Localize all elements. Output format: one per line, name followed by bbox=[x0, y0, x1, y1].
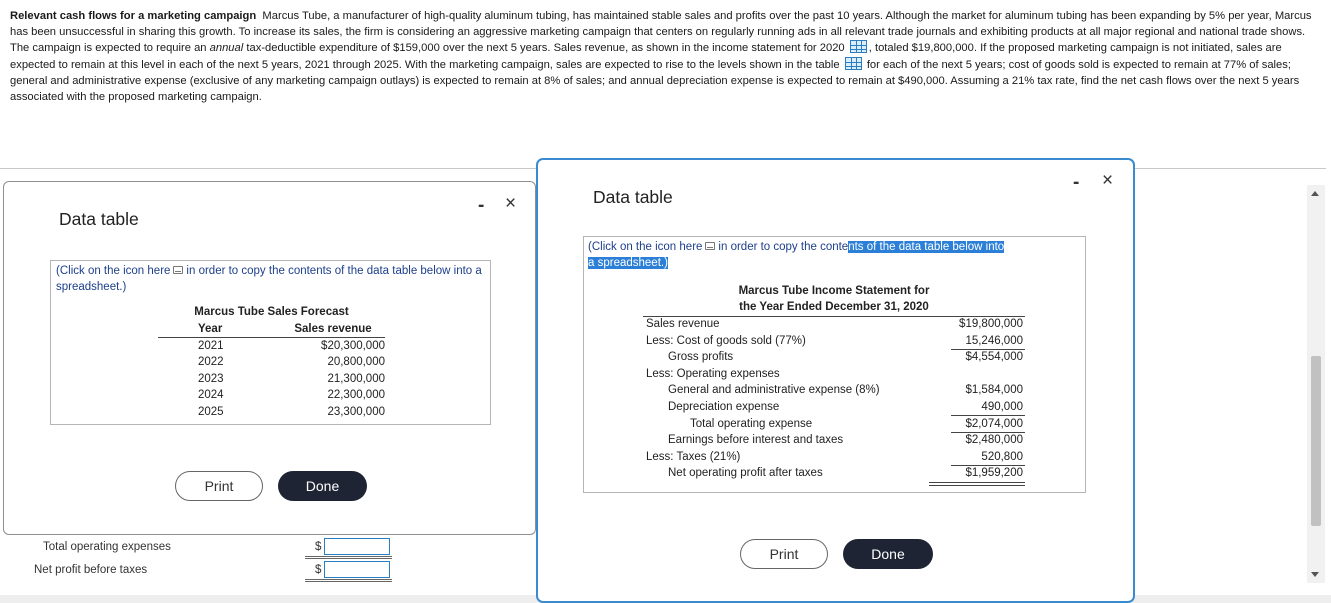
copy-instruction-mid: in order to copy the conte bbox=[718, 241, 849, 253]
sales-cell: 21,300,000 bbox=[327, 372, 385, 385]
subtotal-rule bbox=[951, 465, 1025, 466]
income-row-value: 520,800 bbox=[981, 451, 1023, 463]
close-button[interactable]: × bbox=[505, 193, 517, 214]
forecast-caption: Marcus Tube Sales Forecast bbox=[194, 306, 349, 318]
income-row-label: Earnings before interest and taxes bbox=[668, 434, 844, 446]
net-profit-before-taxes-input[interactable] bbox=[324, 561, 390, 578]
sales-forecast-table bbox=[158, 306, 385, 420]
total-operating-expenses-input[interactable] bbox=[324, 538, 390, 555]
income-row-label: Sales revenue bbox=[646, 318, 720, 330]
problem-text-4: for each of the next 5 years; cost of goods sold is expected to remain at 77% of sales; general and administrative expense (exclusive of any marketing campaign outlays) is expected to remain at 8% of sales; and annual depreciation expense is expected to remain at $490,000. Assuming a 21% tax rate, find the net cash flows over the next 5 years associated with the proposed marketing campaign. bbox=[10, 58, 1300, 104]
data-table-box bbox=[583, 236, 1086, 493]
table-row bbox=[158, 354, 385, 370]
copy-instruction bbox=[56, 264, 486, 295]
dialog-title: Data table bbox=[59, 209, 139, 229]
net-profit-before-taxes-label: Net profit before taxes bbox=[34, 564, 148, 576]
copy-instruction-pre: (Click on the icon here bbox=[56, 265, 171, 277]
income-statement-table bbox=[584, 237, 1085, 492]
problem-text-2: tax-deductible expenditure of $159,000 over the next 5 years. Sales revenue, as shown in the income statement for 2020 bbox=[243, 42, 848, 55]
problem-statement bbox=[10, 8, 1322, 105]
income-table-icon[interactable] bbox=[850, 40, 867, 53]
close-button[interactable]: × bbox=[1102, 170, 1114, 191]
year-cell: 2022 bbox=[198, 356, 224, 369]
income-row-value: $1,959,200 bbox=[965, 467, 1023, 479]
double-rule-bottom bbox=[929, 485, 1025, 486]
year-cell: 2023 bbox=[198, 372, 224, 385]
income-row-label: Less: Operating expenses bbox=[646, 368, 780, 380]
copy-instruction-highlight-2: a spreadsheet.) bbox=[588, 256, 668, 269]
income-row-value: $2,480,000 bbox=[965, 434, 1023, 446]
print-button[interactable]: Print bbox=[740, 539, 828, 569]
problem-text-3: , totaled $19,800,000. If the proposed marketing campaign is not initiated, sales are expected to remain at this level in each of the next 5 years, 2021 through 2025. With the marketing campaign, sales are expected to rise to the levels shown in the table bbox=[10, 42, 1282, 71]
net-profit-before-taxes-currency: $ bbox=[315, 564, 322, 576]
done-button[interactable]: Done bbox=[843, 539, 933, 569]
sales-cell: $20,300,000 bbox=[321, 340, 385, 352]
year-header: Year bbox=[158, 323, 263, 338]
income-row-label: Gross profits bbox=[668, 351, 734, 363]
done-button[interactable]: Done bbox=[278, 471, 367, 501]
problem-text-1: Marcus Tube, a manufacturer of high-quality aluminum tubing, has maintained stable sales and profits over the past 10 years. Although the market for aluminum tubing has been expanding by 5% per year, Marcus has been unsuccessful in sharing this growth. To increase its sales, the firm is considering an aggressive marketing campaign that centers on regularly running ads in all relevant trade journals and exhibiting products at all major regional and national trade shows. The campaign is expected to require an bbox=[10, 10, 1312, 55]
subtotal-rule bbox=[951, 349, 1025, 350]
income-row-label: Net operating profit after taxes bbox=[668, 467, 823, 479]
income-row-label: Less: Cost of goods sold (77%) bbox=[646, 335, 806, 347]
table-row bbox=[158, 404, 385, 420]
year-cell: 2025 bbox=[198, 405, 224, 418]
problem-annual: annual bbox=[209, 42, 244, 55]
income-caption-1: Marcus Tube Income Statement for bbox=[738, 285, 930, 297]
scroll-thumb[interactable] bbox=[1311, 356, 1321, 526]
year-cell: 2021 bbox=[198, 340, 224, 352]
print-button[interactable]: Print bbox=[175, 471, 263, 501]
scroll-down-icon[interactable] bbox=[1311, 572, 1319, 577]
problem-title: Relevant cash flows for a marketing campaign bbox=[10, 10, 257, 22]
income-row-value: 490,000 bbox=[981, 401, 1023, 413]
income-row-value: $4,554,000 bbox=[965, 351, 1023, 363]
income-row-value: $2,074,000 bbox=[965, 418, 1023, 430]
total-operating-expenses-label: Total operating expenses bbox=[43, 541, 171, 553]
minimize-button[interactable]: - bbox=[1073, 172, 1080, 193]
copy-instruction-pre: (Click on the icon here bbox=[588, 241, 703, 253]
double-rule-top bbox=[929, 482, 1025, 483]
sales-cell: 20,800,000 bbox=[327, 356, 385, 369]
table-row bbox=[158, 387, 385, 403]
subtotal-rule bbox=[951, 432, 1025, 433]
income-row-value: 15,246,000 bbox=[965, 335, 1023, 347]
sales-forecast-dialog bbox=[3, 181, 536, 535]
income-row-label: Less: Taxes (21%) bbox=[646, 451, 741, 463]
caption-rule bbox=[643, 316, 1025, 317]
sales-cell: 23,300,000 bbox=[327, 405, 385, 418]
total-line bbox=[305, 556, 392, 559]
table-row bbox=[158, 338, 385, 355]
net-profit-line bbox=[305, 579, 392, 582]
copy-instruction-highlight-1: nts of the data table below into bbox=[848, 241, 1005, 253]
year-cell: 2024 bbox=[198, 389, 224, 402]
income-row-label: Depreciation expense bbox=[668, 401, 780, 413]
data-table-box bbox=[50, 260, 491, 425]
table-row bbox=[158, 371, 385, 387]
sales-header: Sales revenue bbox=[263, 323, 385, 338]
minimize-button[interactable]: - bbox=[478, 195, 485, 216]
scroll-up-icon[interactable] bbox=[1311, 191, 1319, 196]
income-row-label: General and administrative expense (8%) bbox=[668, 384, 880, 396]
subtotal-rule bbox=[951, 415, 1025, 416]
income-statement-dialog bbox=[536, 158, 1135, 603]
income-row-value: $1,584,000 bbox=[965, 384, 1023, 396]
vertical-scrollbar[interactable] bbox=[1307, 185, 1325, 583]
copy-icon[interactable] bbox=[173, 266, 183, 274]
forecast-table-icon[interactable] bbox=[845, 57, 862, 70]
sales-cell: 22,300,000 bbox=[327, 389, 385, 402]
dialog-title: Data table bbox=[593, 187, 673, 207]
income-caption-2: the Year Ended December 31, 2020 bbox=[739, 301, 929, 313]
copy-instruction-post: in order to copy the contents of the data table below into a spreadsheet.) bbox=[56, 265, 482, 293]
income-row-value: $19,800,000 bbox=[959, 318, 1023, 330]
income-row-label: Total operating expense bbox=[690, 418, 813, 430]
total-operating-expenses-currency: $ bbox=[315, 541, 322, 553]
